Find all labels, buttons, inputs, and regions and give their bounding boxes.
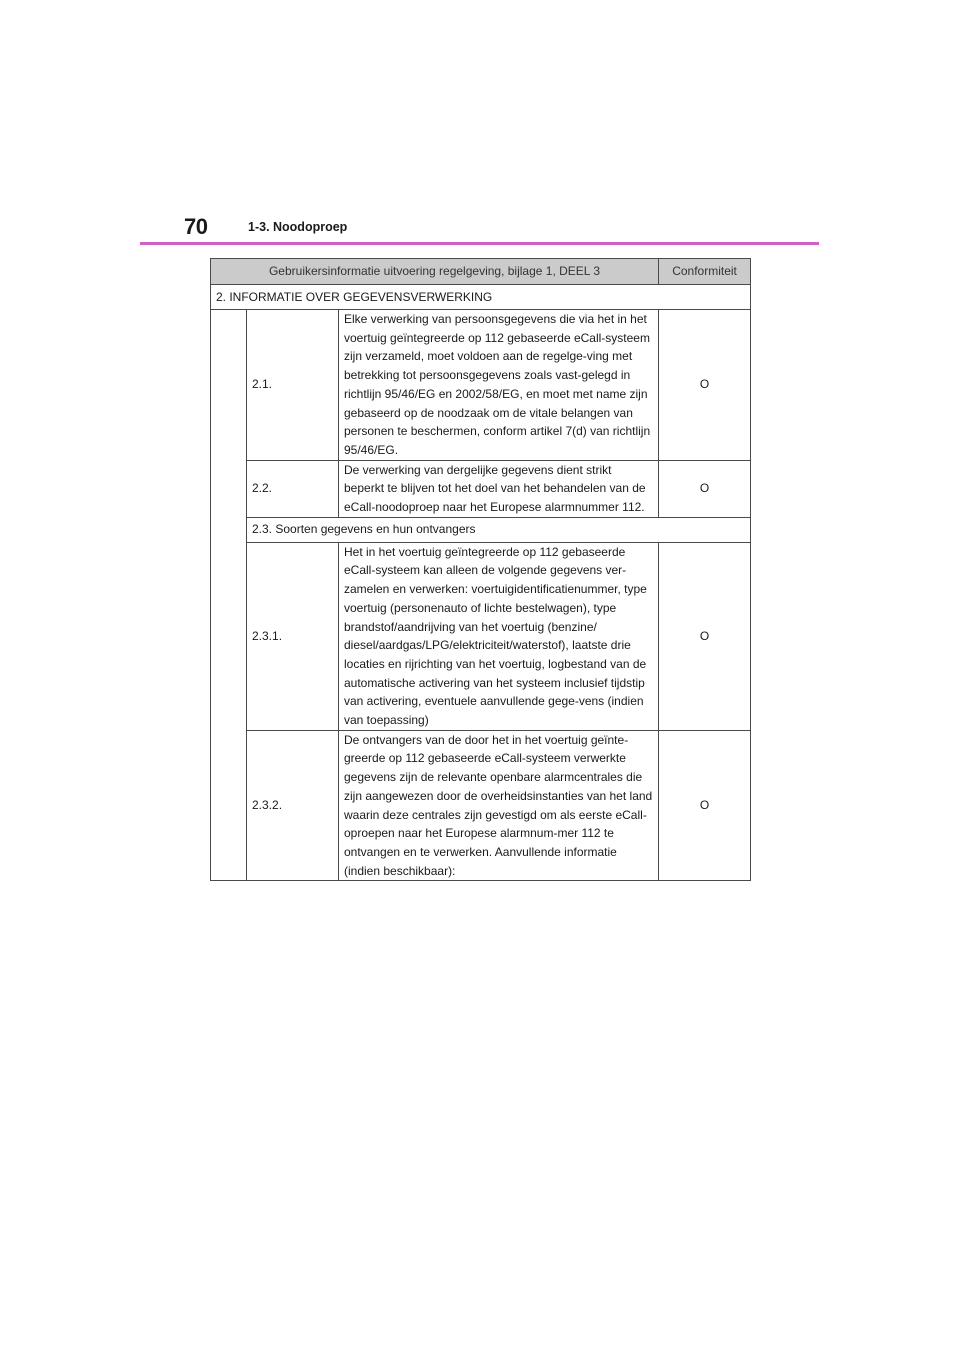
table-row [211,310,751,461]
table-row [211,730,751,881]
subsection-heading-row [211,517,751,542]
header-divider [140,242,819,245]
page-number: 70 [184,214,208,239]
row-number: 2.2. [247,460,339,517]
row-text: Het in het voertuig geïntegreerde op 112 gebaseerde eCall-systeem kan alleen de volgende gegevens ver-zamelen en verwerken: voertuigidentificatienummer, type voertuig (personenauto of lichte bestelwagen), type brandstof/aandrijving van het voertuig (benzine/ diesel/aardgas/LPG/elektriciteit/waterstof), laatste drie locaties en rijrichting van het voertuig, logbestand van de automatische activering van het systeem inclusief tijdstip van activering, eventuele aanvullende gege-vens (indien van toepassing) [339,542,659,730]
row-number: 2.3.2. [247,730,339,881]
row-text: De ontvangers van de door het in het voertuig geïnte-greerde op 112 gebaseerde eCall-systeem verwerkte gegevens zijn de relevante openbare alarmcentrales die zijn aangewezen door de overheidsinstanties van het land waarin deze centrales zijn gevestigd om als eerste eCall-oproepen naar het Europese alarmnum-mer 112 te ontvangen en te verwerken. Aanvullende informatie (indien beschikbaar): [339,730,659,881]
row-conformity: O [659,310,751,461]
row-conformity: O [659,460,751,517]
row-number: 2.3.1. [247,542,339,730]
column-header-conformity: Conformiteit [659,259,751,285]
row-conformity: O [659,730,751,881]
row-text: De verwerking van dergelijke gegevens dient strikt beperkt te blijven tot het doel van het behandelen van de eCall-noodoproep naar het Europese alarmnummer 112. [339,460,659,517]
table-row [211,460,751,517]
column-header-information: Gebruikersinformatie uitvoering regelgeving, bijlage 1, DEEL 3 [211,259,659,285]
section-heading-row [211,285,751,310]
indent-cell [211,310,247,881]
table-row [211,542,751,730]
information-table [210,258,751,881]
table-header-row [211,259,751,285]
row-number: 2.1. [247,310,339,461]
row-text: Elke verwerking van persoonsgegevens die via het in het voertuig geïntegreerde op 112 gebaseerde eCall-systeem zijn verzameld, moet voldoen aan de regelge-ving met betrekking tot persoonsgegevens zoals vast-gelegd in richtlijn 95/46/EG en 2002/58/EG, en moet met name zijn gebaseerd op de noodzaak om de vitale belangen van personen te beschermen, conform artikel 7(d) van richtlijn 95/46/EG. [339,310,659,461]
section-title: 1-3. Noodoproep [248,220,348,234]
section-heading: 2. INFORMATIE OVER GEGEVENSVERWERKING [211,285,751,310]
row-conformity: O [659,542,751,730]
subsection-heading: 2.3. Soorten gegevens en hun ontvangers [247,517,751,542]
